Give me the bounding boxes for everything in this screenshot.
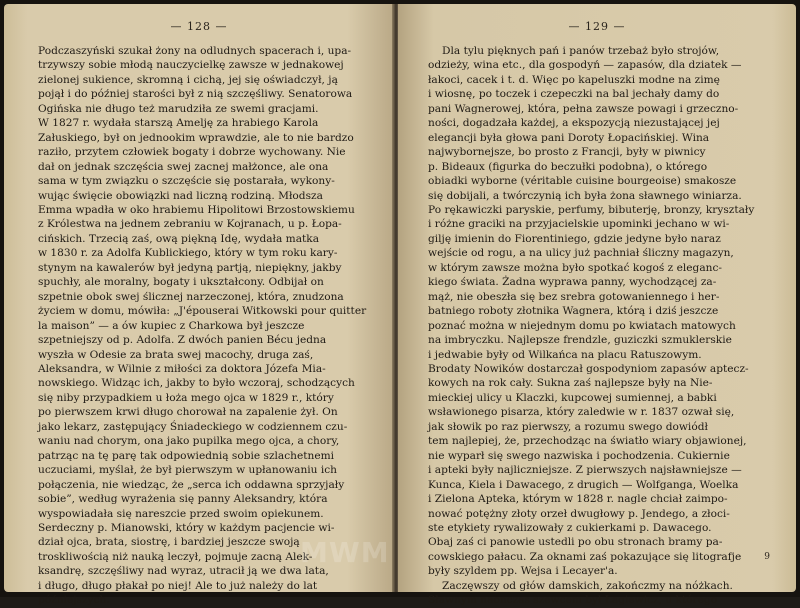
text-line: szpetniejszy od p. Adolfa. Z dwóch panien Bécu jedna (38, 334, 327, 347)
text-line: sobie”, według wyrażenia się panny Aleksandry, która (38, 493, 328, 506)
text-line: najwybornejsze, bo prosto z Francji, były w piwnicy (428, 146, 706, 159)
text-line: kowych na rok cały. Sukna zaś najlepsze były na Nie- (428, 377, 713, 390)
right-page (398, 4, 796, 607)
text-line: nie wyparł się swego nazwiska i pochodzenia. Cukiernie (428, 449, 730, 462)
text-line: i Zielona Apteka, którym w 1828 r. nagle chciał zaimpo- (428, 493, 728, 506)
text-line: nowskiego. Widząc ich, jakby to było wczoraj, schodzących (38, 377, 355, 390)
text-line: Ogińska nie długo też marudziła ze swemi gracjami. (38, 102, 319, 115)
text-line: ste etykiety rywalizowały z cukierkami p. Dawacego. (428, 521, 712, 534)
text-line: jako lekarz, zastępujący Śniadeckiego w codziennem czu- (38, 420, 348, 433)
text-line: Dla tylu pięknych pań i panów trzebaż było strojów, (442, 45, 720, 57)
text-line: i wiosnę, po toczek i czepeczki na bal jechały damy do (428, 88, 720, 101)
text-line: w 1830 r. za Adolfa Kublickiego, który w tym roku kary- (38, 247, 338, 260)
text-line: poznać można w niejednym domu po kwiatach matowych (428, 319, 736, 332)
text-line: gilję imienin do Fiorentiniego, gdzie jedyne było naraz (428, 232, 721, 245)
text-line: p. Bideaux (figurka do beczułki podobna), o którego (428, 160, 708, 173)
text-line: Kunca, Kiela i Dawacego, z drugich — Wolfganga, Woelka (428, 478, 739, 491)
text-line: Brodaty Nowików dostarczał gospodyniom zapasów aptecz- (428, 362, 749, 375)
text-line: wsławionego pisarza, który zaledwie w r. 1837 ozwał się, (428, 406, 735, 419)
text-line: dział ojca, brata, siostrę, i bardziej jeszcze swoją (38, 536, 300, 549)
text-line: Aleksandra, w Wilnie z miłości za doktora Józefa Mia- (38, 362, 326, 375)
left-page (4, 4, 394, 607)
text-line: wyszła w Odesie za brata swej macochy, druga zaś, (38, 348, 314, 361)
printer-signature-mark: 9 (764, 552, 770, 562)
text-line: cińskich. Trzecią zaś, ową piękną Idę, wydała matka (38, 232, 320, 245)
text-line: Serdeczny p. Mianowski, który w każdym pacjencie wi- (38, 521, 335, 534)
text-line: się dobijali, a twórczynią ich była żona sławnego winiarza. (428, 189, 742, 202)
text-line: tem najlepiej, że, przechodząc na światło wiary objawionej, (428, 435, 747, 448)
text-line: pani Wagnerowej, która, pełna zawsze powagi i grzeczno- (428, 102, 739, 115)
text-line: pojął i do później starości był z nią szczęśliwy. Senatorowa (38, 88, 353, 101)
text-line: cowskiego pałacu. Za oknami zaś pokazujące się litografje (428, 550, 742, 563)
text-line: mieckiej ulicy u Klaczki, kupcowej sumiennej, a babki (428, 391, 717, 404)
text-line: raziło, przytem człowiek bogaty i dobrze wychowany. Nie (38, 146, 346, 159)
text-line: były szyldem pp. Wejsa i Lecayer'a. (428, 565, 618, 578)
text-line: Emma wpadła w oko hrabiemu Hipolitowi Brzostowskiemu (38, 203, 355, 216)
text-line: w którym zawsze można było spotkać kogoś z eleganc- (428, 261, 722, 274)
text-line: mąż, nie obeszła się bez srebra gotowaniennego i her- (428, 290, 720, 303)
text-line: i różne graciki na przyjacielskie upominki jechano w wi- (428, 218, 730, 231)
text-line: elegancji była głowa pani Doroty Łopacińskiej. Wina (428, 131, 710, 144)
text-line: la maison” — a ów kupiec z Charkowa był jeszcze (38, 319, 305, 332)
text-line: Podczaszyński szukał żony na odludnych spacerach i, upa- (38, 45, 352, 57)
text-line: i długo, długo płakał po niej! Ale to już należy do lat (38, 579, 318, 592)
text-line: kiego świata. Żadna wyprawa panny, wychodzącej za- (428, 276, 717, 289)
text-line: z Królestwa na jednem zebraniu w Kojranach, u p. Łopa- (38, 218, 342, 231)
text-line: na imbryczku. Najlepsze frendzle, guziczki szmuklerskie (428, 334, 732, 347)
text-line: wejście od rogu, a na ulicy już pachniał śliczny magazyn, (428, 247, 734, 260)
text-line: jak słowik po raz pierwszy, a rozumu swego dowiódł (428, 420, 708, 433)
text-line: ności, dogadzała każdej, a ekspozycją niezustającej jej (428, 117, 720, 130)
text-line: wyspowiadała się nareszcie przed swoim opiekunem. (38, 507, 324, 520)
text-line: W 1827 r. wydała starszą Amelję za hrabiego Karola (38, 117, 319, 130)
text-line: dał on jednak szczęścia swej zacnej małżonce, ale ona (38, 160, 329, 173)
text-line: uczuciami, myślał, że był pierwszym w upłanowaniu ich (38, 464, 337, 477)
text-line: spuchły, ale moralny, bogaty i ukształcony. Odbijał on (38, 276, 324, 289)
text-line: Sławnym naonczas szewcem był Łagiewicz, u którego (428, 594, 718, 607)
text-line: Zaczęwszy od głów damskich, zakończmy na nóżkach. (442, 579, 733, 592)
text-line: troskliwością niż nauką leczył, pojmuje zacną Alek- (38, 550, 313, 563)
watermark-logo: MWM (300, 536, 390, 569)
left-page-number: — 128 — (170, 20, 228, 33)
text-line: połączenia, nie wiedząc, że „serca ich oddawna sprzyjały (38, 478, 345, 491)
text-line: późniejszych. (38, 594, 110, 607)
text-line: batniego roboty złotnika Wagnera, którą i dziś jeszcze (428, 305, 719, 318)
text-line: szpetnie obok swej ślicznej narzeczonej, która, znudzona (38, 290, 344, 303)
text-line: łakoci, cacek i t. d. Więc po kapeluszki modne na zimę (428, 73, 720, 86)
text-line: wując święcie obowiązki nad liczną rodziną. Młodsza (38, 189, 323, 202)
left-page-text (38, 44, 367, 608)
text-line: zielonej sukience, skromną i cichą, jej się oświadczył, ją (38, 73, 338, 86)
text-line: po pierwszem krwi długo chorował na zapalenie żył. On (38, 406, 338, 419)
text-line: Obaj zaś ci panowie ustedli po obu stronach bramy pa- (428, 536, 723, 549)
text-line: i jedwabie były od Wilkańca na placu Ratuszowym. (428, 348, 702, 361)
text-line: życiem w domu, mówiła: „J'épouserai Witkowski pour quitter (38, 305, 367, 318)
right-page-text (428, 44, 768, 608)
text-line: stynym na kawalerów był jedyną partją, niepiękny, jakby (38, 261, 342, 274)
text-line: trzywszy sobie młodą nauczycielkę zawsze w jednakowej (38, 59, 344, 72)
text-line: odzieży, wina etc., dla gospodyń — zapasów, dla dziatek — (428, 59, 742, 72)
right-page-number: — 129 — (568, 20, 626, 33)
text-line: ksandrę, szczęśliwy nad wyraz, utracił ją we dwa lata, (38, 565, 329, 578)
text-line: nować potężny złoty orzeł dwugłowy p. Jendego, a złoci- (428, 507, 730, 520)
text-line: i apteki były najliczniejsze. Z pierwszych najsławniejsze — (428, 464, 742, 477)
text-line: patrząc na tę parę tak odpowiednią sobie szlachetnemi (38, 449, 335, 462)
text-line: Po rękawiczki paryskie, perfumy, bibuterję, bronzy, kryształy (428, 203, 755, 216)
text-line: się niby przypadkiem u łoża mego ojca w 1829 r., który (38, 391, 334, 404)
text-line: obiadki wyborne (véritable cuisine bourgeoise) smakosze (428, 175, 737, 188)
text-line: waniu nad chorym, ona jako pupilka mego ojca, a chory, (38, 435, 340, 448)
text-line: Załuskiego, był on jednookim wprawdzie, ale to nie bardzo (38, 131, 354, 144)
text-line: sama w tym związku o szczęście się postarała, wykony- (38, 175, 335, 188)
